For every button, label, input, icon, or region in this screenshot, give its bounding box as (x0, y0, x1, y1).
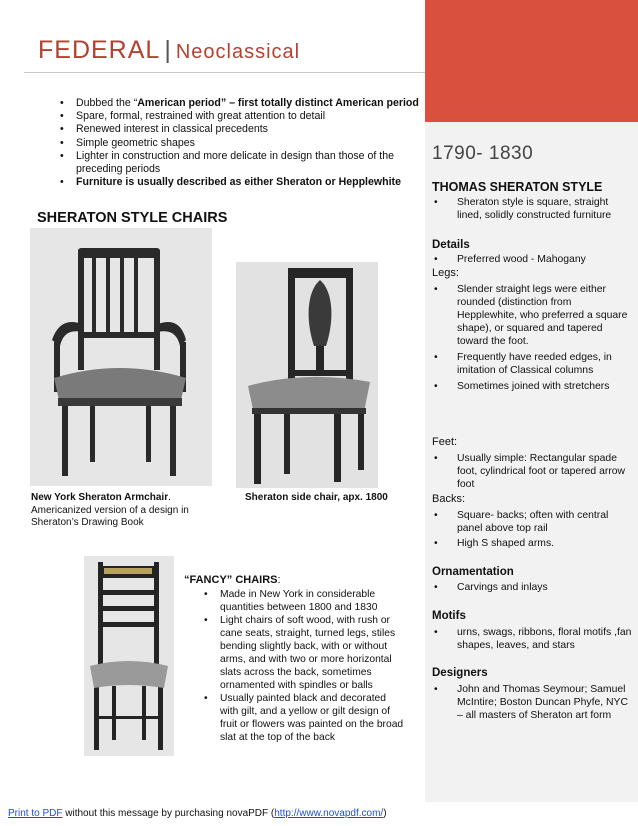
side-chair-photo (236, 262, 378, 488)
fancy-chairs-list (202, 588, 407, 744)
legs-list (432, 283, 632, 393)
list-item: • High S shaped arms. (432, 537, 632, 550)
list-item: • Simple geometric shapes (58, 137, 420, 150)
title-subtitle: Neoclassical (175, 41, 301, 63)
list-item: • Made in New York in considerable quantities between 1800 and 1830 (202, 588, 407, 614)
footer-notice: Print to PDF without this message by purchasing novaPDF (http://www.novapdf.com/) (8, 808, 387, 819)
designers-label: Designers (432, 667, 488, 679)
list-item: • Carvings and inlays (432, 581, 632, 594)
ornamentation-list (432, 581, 632, 594)
list-item: • Sometimes joined with stretchers (432, 380, 632, 393)
title-separator: | (164, 36, 172, 64)
list-item: • Square- backs; often with central panel above top rail (432, 509, 632, 535)
list-item: • Light chairs of soft wood, with rush or cane seats, straight, turned legs, stiles bending slightly back, with or without arms, and with two or more horizontal slats across the back, sometimes ornamented with spindles or balls (202, 614, 407, 692)
accent-color-block (425, 0, 638, 122)
list-item: • Furniture is usually described as either Sheraton or Hepplewhite (58, 176, 420, 189)
style-title: THOMAS SHERATON STYLE (432, 180, 603, 194)
list-item: • Usually simple: Rectangular spade foot, cylindrical foot or tapered arrow foot (432, 452, 632, 491)
fancy-chair-photo (84, 556, 174, 756)
fancy-chairs-heading: “FANCY” CHAIRS: (184, 574, 281, 586)
section-heading: SHERATON STYLE CHAIRS (37, 210, 228, 226)
legs-label: Legs: (432, 267, 459, 279)
title-divider (24, 72, 425, 73)
intro-bullet-list (58, 97, 420, 189)
list-item: • Renewed interest in classical precedents (58, 123, 420, 136)
side-chair-caption: Sheraton side chair, apx. 1800 (245, 492, 388, 503)
feet-label: Feet: (432, 436, 458, 448)
list-item: • urns, swags, ribbons, floral motifs ,fan shapes, leaves, and stars (432, 626, 632, 652)
print-to-pdf-link[interactable]: Print to PDF (8, 808, 63, 819)
page-title (38, 36, 300, 65)
backs-list (432, 509, 632, 550)
list-item: • Frequently have reeded edges, in imitation of Classical columns (432, 351, 632, 377)
details-label: Details (432, 239, 470, 251)
novapdf-link[interactable]: http://www.novapdf.com/ (274, 808, 384, 819)
details-list (432, 253, 632, 266)
title-main: FEDERAL (38, 36, 161, 64)
motifs-label: Motifs (432, 610, 466, 622)
list-item: • Dubbed the “American period” – first totally distinct American period (58, 97, 420, 110)
ornamentation-label: Ornamentation (432, 566, 514, 578)
list-item: • Preferred wood - Mahogany (432, 253, 632, 266)
armchair-photo (30, 228, 212, 486)
list-item: • John and Thomas Seymour; Samuel McIntire; Boston Duncan Phyfe, NYC – all masters of Sheraton art form (432, 683, 632, 722)
list-item: • Slender straight legs were either rounded (distinction from Hepplewhite, who preferred a square shape), or squared and tapered toward the foot. (432, 283, 632, 348)
backs-label: Backs: (432, 493, 466, 505)
motifs-list (432, 626, 632, 652)
list-item: • Spare, formal, restrained with great attention to detail (58, 110, 420, 123)
list-item: • Usually painted black and decorated with gilt, and a yellow or gilt design of fruit or flowers was painted on the broad slat at the top of the back (202, 692, 407, 744)
armchair-caption: New York Sheraton Armchair. Americanized version of a design in Sheraton’s Drawing Book (31, 492, 189, 528)
feet-list (432, 452, 632, 491)
date-range: 1790- 1830 (432, 143, 534, 164)
list-item: • Sheraton style is square, straight lined, solidly constructed furniture (432, 196, 632, 222)
designers-list (432, 683, 632, 722)
style-list (432, 196, 632, 222)
list-item: • Lighter in construction and more delicate in design than those of the preceding periods (58, 150, 420, 176)
